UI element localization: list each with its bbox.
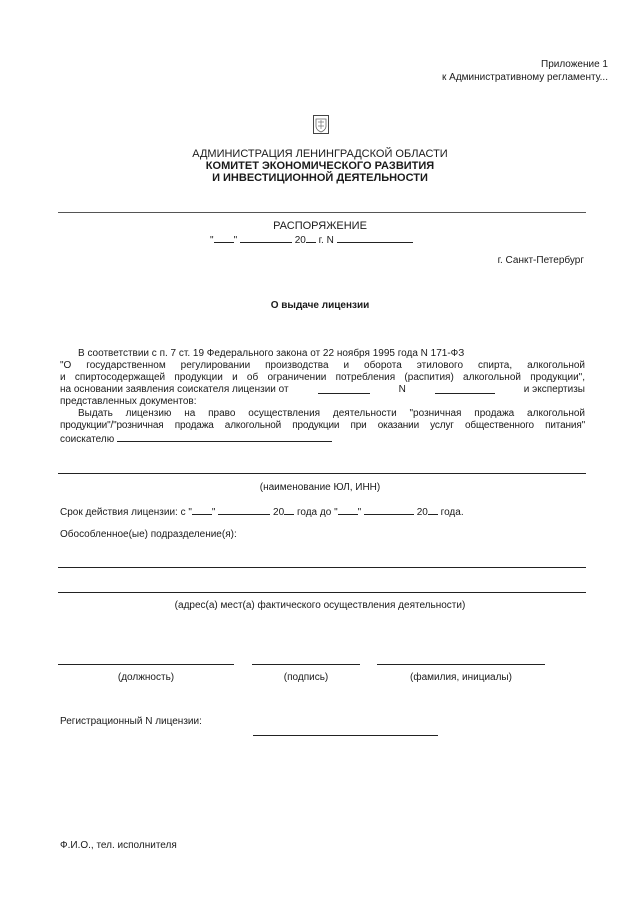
term-start-year-blank <box>284 505 294 515</box>
term-q1: " <box>211 507 216 518</box>
term-q2: " <box>357 507 362 518</box>
order-month-blank <box>240 233 292 243</box>
term-end: года. <box>440 507 464 518</box>
position-caption: (должность) <box>117 672 175 683</box>
org-line1: АДМИНИСТРАЦИЯ ЛЕНИНГРАДСКОЙ ОБЛАСТИ <box>192 148 448 160</box>
order-title: РАСПОРЯЖЕНИЕ <box>273 220 367 232</box>
signature-caption: (подпись) <box>283 672 329 683</box>
address-line-2 <box>58 592 586 593</box>
term-y2: 20 <box>416 507 428 518</box>
subject-title: О выдаче лицензии <box>270 300 370 311</box>
address-caption: (адрес(а) мест(а) фактического осуществления деятельности) <box>174 600 466 611</box>
position-line <box>58 664 234 665</box>
para1-line1: В соответствии с п. 7 ст. 19 Федерального закона от 22 ноября 1995 года N 171-ФЗ <box>78 348 465 359</box>
order-body <box>60 348 585 446</box>
signature-line <box>252 664 360 665</box>
order-year-blank <box>306 233 316 243</box>
city: г. Санкт-Петербург <box>497 255 584 266</box>
term-end-year-blank <box>428 505 438 515</box>
order-year-prefix: 20 <box>294 235 306 246</box>
registration-line <box>253 735 438 736</box>
order-year-suffix: г. N <box>318 235 334 246</box>
para2-line2: продукции"/"розничная продажа алкогольной продукции при оказании услуг общественного питания" <box>60 420 585 431</box>
order-day-blank <box>214 233 234 243</box>
license-term-line <box>60 505 464 518</box>
entity-line <box>58 473 586 474</box>
para1-line4c: и экспертизы <box>523 384 585 395</box>
term-end-day-blank <box>338 505 358 515</box>
appendix-line2: к Административному регламенту... <box>442 72 608 83</box>
coat-of-arms-icon <box>313 115 329 134</box>
para1-line2: "О государственном регулировании производства и оборота этилового спирта, алкогольной <box>60 360 585 371</box>
applicant-blank <box>117 432 332 442</box>
org-line3: И ИНВЕСТИЦИОННОЙ ДЕЯТЕЛЬНОСТИ <box>212 172 428 184</box>
address-line-1 <box>58 567 586 568</box>
term-y1: 20 <box>273 507 285 518</box>
para1-line4 <box>60 384 585 396</box>
executor-label: Ф.И.О., тел. исполнителя <box>60 840 177 851</box>
registration-label: Регистрационный N лицензии: <box>60 716 202 727</box>
applicant-label: соискателю <box>60 434 115 445</box>
application-date-blank <box>318 384 370 394</box>
subdivisions-label: Обособленное(ые) подразделение(я): <box>60 529 237 540</box>
para2-line3 <box>60 432 585 446</box>
order-number-line <box>210 233 413 246</box>
order-number-blank <box>337 233 413 243</box>
header-divider <box>58 212 586 213</box>
term-prefix: Срок действия лицензии: с " <box>60 507 192 518</box>
term-mid: года до " <box>296 507 338 518</box>
term-start-month-blank <box>218 505 270 515</box>
para1-line4b: N <box>398 384 406 395</box>
appendix-line1: Приложение 1 <box>541 59 608 70</box>
org-line2: КОМИТЕТ ЭКОНОМИЧЕСКОГО РАЗВИТИЯ <box>205 160 435 172</box>
order-quote-open: " <box>210 235 214 246</box>
para1-line4a: на основании заявления соискателя лицензии от <box>60 384 289 395</box>
appendix-note <box>442 58 608 84</box>
order-quote-close: " <box>233 235 238 246</box>
term-start-day-blank <box>192 505 212 515</box>
term-end-month-blank <box>364 505 414 515</box>
para2-line1: Выдать лицензию на право осуществления деятельности "розничная продажа алкогольной <box>78 408 585 419</box>
application-number-blank <box>435 384 495 394</box>
para1-line5: представленных документов: <box>60 396 197 407</box>
org-header <box>0 148 640 184</box>
name-caption: (фамилия, инициалы) <box>410 672 512 683</box>
name-line <box>377 664 545 665</box>
para1-line3: и спиртосодержащей продукции и об ограничении потребления (распития) алкогольной продукции", <box>60 372 585 383</box>
entity-caption: (наименование ЮЛ, ИНН) <box>259 482 381 493</box>
